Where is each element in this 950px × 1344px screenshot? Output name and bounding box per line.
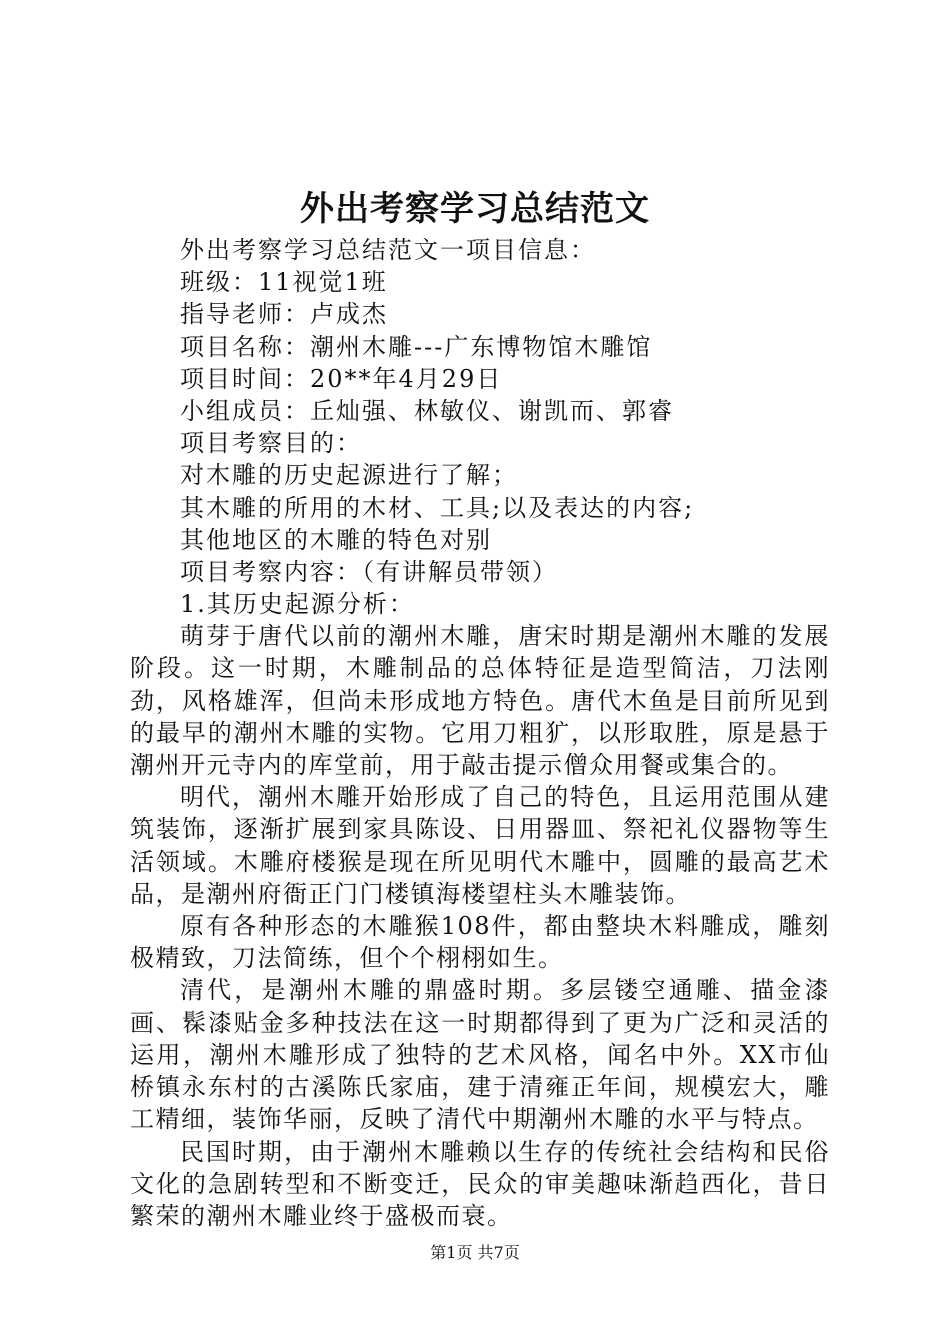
paragraph-ming: 明代，潮州木雕开始形成了自己的特色，且运用范围从建筑装饰，逐渐扩展到家具陈设、日用器皿、祭祀礼仪器物等生活领域。木雕府楼猴是现在所见明代木雕中，圆雕的最高艺术品，是潮州府衙正门门楼镇海楼望柱头木雕装饰。 — [130, 783, 830, 908]
purpose-item-2: 其木雕的所用的木材、工具;以及表达的内容; — [180, 493, 695, 522]
purpose-item-1: 对木雕的历史起源进行了解； — [180, 461, 518, 490]
paragraph-republic: 民国时期，由于潮州木雕赖以生存的传统社会结构和民俗文化的急剧转型和不断变迁，民众的审美趣味渐趋西化，昔日繁荣的潮州木雕业终于盛极而衰。 — [130, 1137, 830, 1230]
paragraph-monkeys: 原有各种形态的木雕猴108件，都由整块木料雕成，雕刻极精致，刀法简练，但个个栩栩如生。 — [130, 912, 830, 973]
paragraph-tang-song: 萌芽于唐代以前的潮州木雕，唐宋时期是潮州木雕的发展阶段。这一时期，木雕制品的总体特征是造型简洁，刀法刚劲，风格雄浑，但尚未形成地方特色。唐代木鱼是目前所见到的最早的潮州木雕的实物。它用刀粗犷，以形取胜，原是悬于潮州开元寺内的库堂前，用于敲击提示僧众用餐或集合的。 — [130, 622, 830, 780]
teacher-line: 指导老师：卢成杰 — [180, 300, 388, 329]
team-members-line: 小组成员：丘灿强、林敏仪、谢凯而、郭睿 — [180, 396, 674, 425]
intro-line: 外出考察学习总结范文一项目信息： — [180, 236, 596, 264]
content-heading: 项目考察内容：（有讲解员带领） — [180, 557, 558, 586]
project-time-line: 项目时间：20**年4月29日 — [180, 364, 503, 393]
purpose-item-3: 其他地区的木雕的特色对别 — [180, 525, 492, 554]
project-name-line: 项目名称：潮州木雕---广东博物馆木雕馆 — [180, 332, 653, 361]
paragraph-qing: 清代，是潮州木雕的鼎盛时期。多层镂空通雕、描金漆画、髹漆贴金多种技法在这一时期都得到了更为广泛和灵活的运用，潮州木雕形成了独特的艺术风格，闻名中外。XX市仙桥镇永东村的古溪陈氏家庙，建于清雍正年间，规模宏大，雕工精细，装饰华丽，反映了清代中期潮州木雕的水平与特点。 — [130, 976, 830, 1134]
class-line: 班级：11视觉1班 — [180, 268, 388, 297]
page-footer: 第1页 共7页 — [430, 1243, 520, 1262]
history-heading: 1.其历史起源分析： — [180, 590, 415, 619]
document-body — [130, 234, 830, 1232]
document-title: 外出考察学习总结范文 — [300, 189, 650, 229]
purpose-heading: 项目考察目的： — [180, 429, 362, 458]
